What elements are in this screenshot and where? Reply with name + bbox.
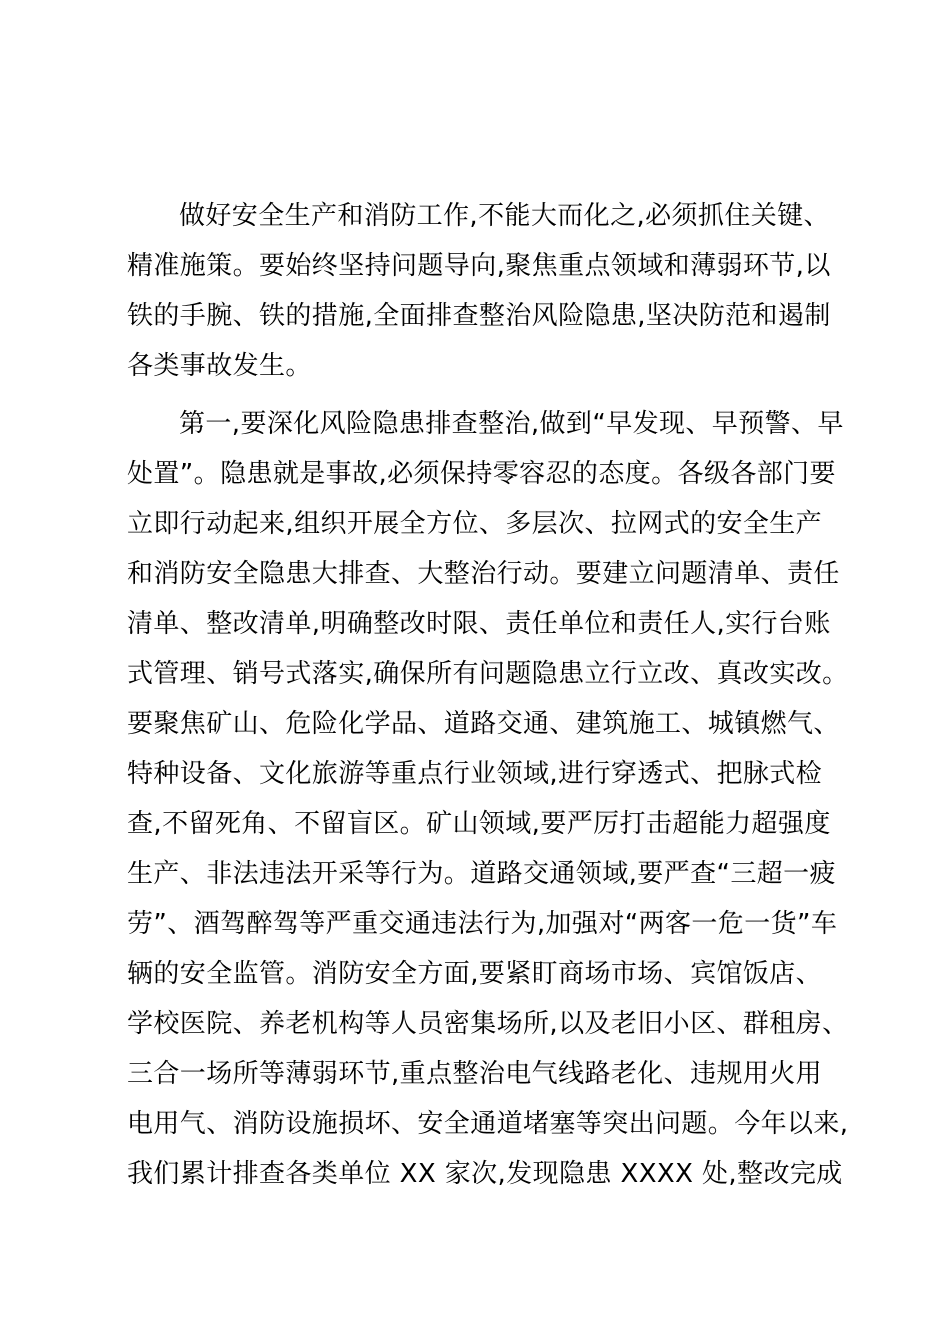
paragraph-gap [127,391,823,399]
text-line: 我们累计排查各类单位 XX 家次,发现隐患 XXXX 处,整改完成 [127,1159,843,1189]
text-line: 立即行动起来,组织开展全方位、多层次、拉网式的安全生产 [127,509,823,539]
text-line: 各类事故发生。 [127,351,312,381]
text-line: 三合一场所等薄弱环节,重点整治电气线路老化、违规用火用 [127,1059,823,1089]
text-line: 清单、整改清单,明确整改时限、责任单位和责任人,实行台账 [127,609,831,639]
text-line: 电用气、消防设施损坏、安全通道堵塞等突出问题。今年以来, [127,1109,849,1139]
text-line: 精准施策。要始终坚持问题导向,聚焦重点领域和薄弱环节,以 [127,251,831,281]
text-line: 第一,要深化风险隐患排查整治,做到“早发现、早预警、早 [179,409,844,439]
text-line: 劳”、酒驾醉驾等严重交通违法行为,加强对“两客一危一货”车 [127,909,838,939]
text-line: 做好安全生产和消防工作,不能大而化之,必须抓住关键、 [179,201,830,231]
text-line: 特种设备、文化旅游等重点行业领域,进行穿透式、把脉式检 [127,759,823,789]
text-line: 和消防安全隐患大排查、大整治行动。要建立问题清单、责任 [127,559,840,589]
text-line: 生产、非法违法开采等行为。道路交通领域,要严查“三超一疲 [127,859,836,889]
paragraph-first-point [127,399,849,1199]
paragraph-intro [127,191,831,391]
document-body [127,191,849,1199]
text-line: 处置”。隐患就是事故,必须保持零容忍的态度。各级各部门要 [127,459,836,489]
text-line: 铁的手腕、铁的措施,全面排查整治风险隐患,坚决防范和遏制 [127,301,831,331]
text-line: 要聚焦矿山、危险化学品、道路交通、建筑施工、城镇燃气、 [127,709,840,739]
text-line: 式管理、销号式落实,确保所有问题隐患立行立改、真改实改。 [127,659,849,689]
text-line: 查,不留死角、不留盲区。矿山领域,要严厉打击超能力超强度 [127,809,831,839]
text-line: 辆的安全监管。消防安全方面,要紧盯商场市场、宾馆饭店、 [127,959,823,989]
text-line: 学校医院、养老机构等人员密集场所,以及老旧小区、群租房、 [127,1009,849,1039]
